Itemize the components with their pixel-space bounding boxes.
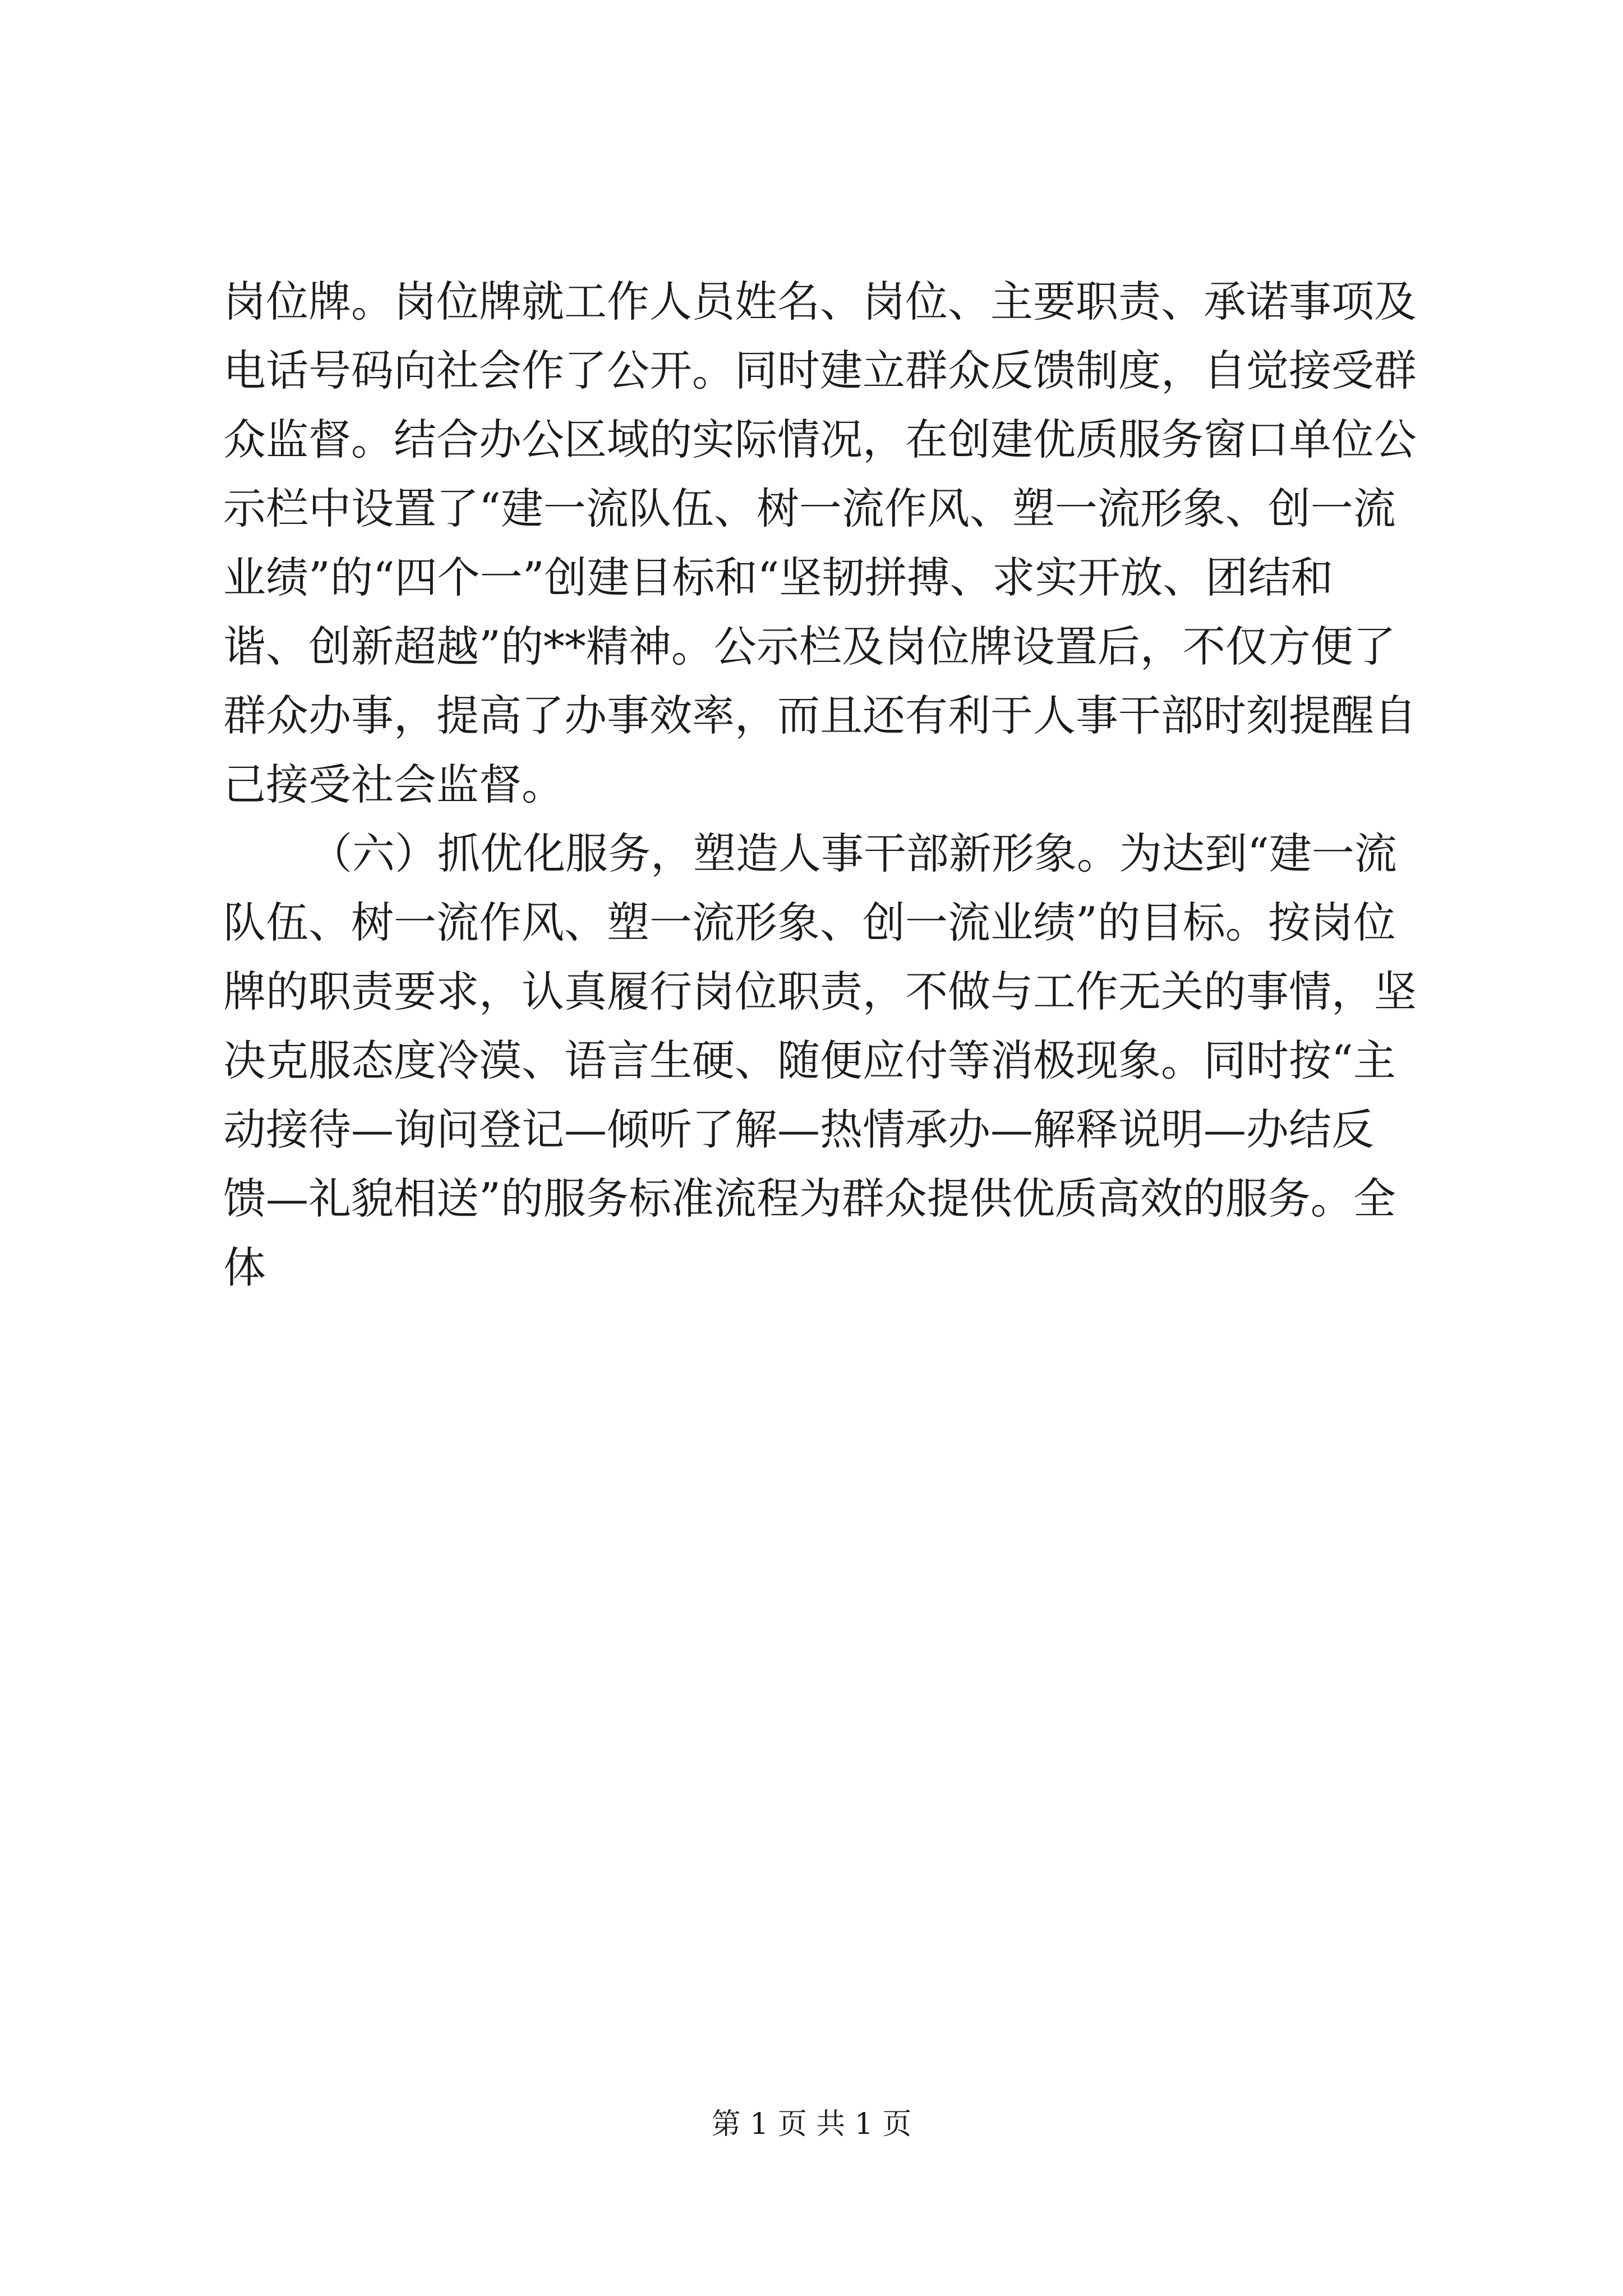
paragraph-1-line-5: 业绩”的“四个一”创建目标和“坚韧拼搏、求实开放、团结和 — [223, 553, 1334, 602]
paragraph-1-line-2: 电话号码向社会作了公开。同时建立群众反馈制度，自觉接受群 — [223, 346, 1417, 395]
page-number-footer: 第 1 页 共 1 页 — [711, 2108, 912, 2141]
paragraph-2-line-4: 决克服态度冷漠、语言生硬、随便应付等消极现象。同时按“主 — [223, 1036, 1396, 1085]
paragraph-1-line-3: 众监督。结合办公区域的实际情况，在创建优质服务窗口单位公 — [223, 415, 1417, 464]
paragraph-2-line-3: 牌的职责要求，认真履行岗位职责，不做与工作无关的事情，坚 — [223, 967, 1417, 1016]
paragraph-2-line-7: 体 — [223, 1243, 266, 1292]
paragraph-1-line-1: 岗位牌。岗位牌就工作人员姓名、岗位、主要职责、承诺事项及 — [223, 277, 1417, 326]
paragraph-1-line-4: 示栏中设置了“建一流队伍、树一流作风、塑一流形象、创一流 — [223, 484, 1396, 533]
paragraph-1-line-8: 己接受社会监督。 — [223, 760, 564, 809]
paragraph-1-line-6: 谐、创新超越”的**精神。公示栏及岗位牌设置后，不仅方便了 — [223, 622, 1396, 671]
paragraph-1-line-7: 群众办事，提高了办事效率，而且还有利于人事干部时刻提醒自 — [223, 691, 1417, 740]
paragraph-2-line-1: （六）抓优化服务，塑造人事干部新形象。为达到“建一流 — [310, 829, 1397, 878]
paragraph-2-line-2: 队伍、树一流作风、塑一流形象、创一流业绩”的目标。按岗位 — [223, 898, 1396, 947]
paragraph-2-line-5: 动接待—询问登记—倾听了解—热情承办—解释说明—办结反 — [223, 1105, 1374, 1154]
paragraph-2-line-6: 馈—礼貌相送”的服务标准流程为群众提供优质高效的服务。全 — [223, 1174, 1396, 1223]
